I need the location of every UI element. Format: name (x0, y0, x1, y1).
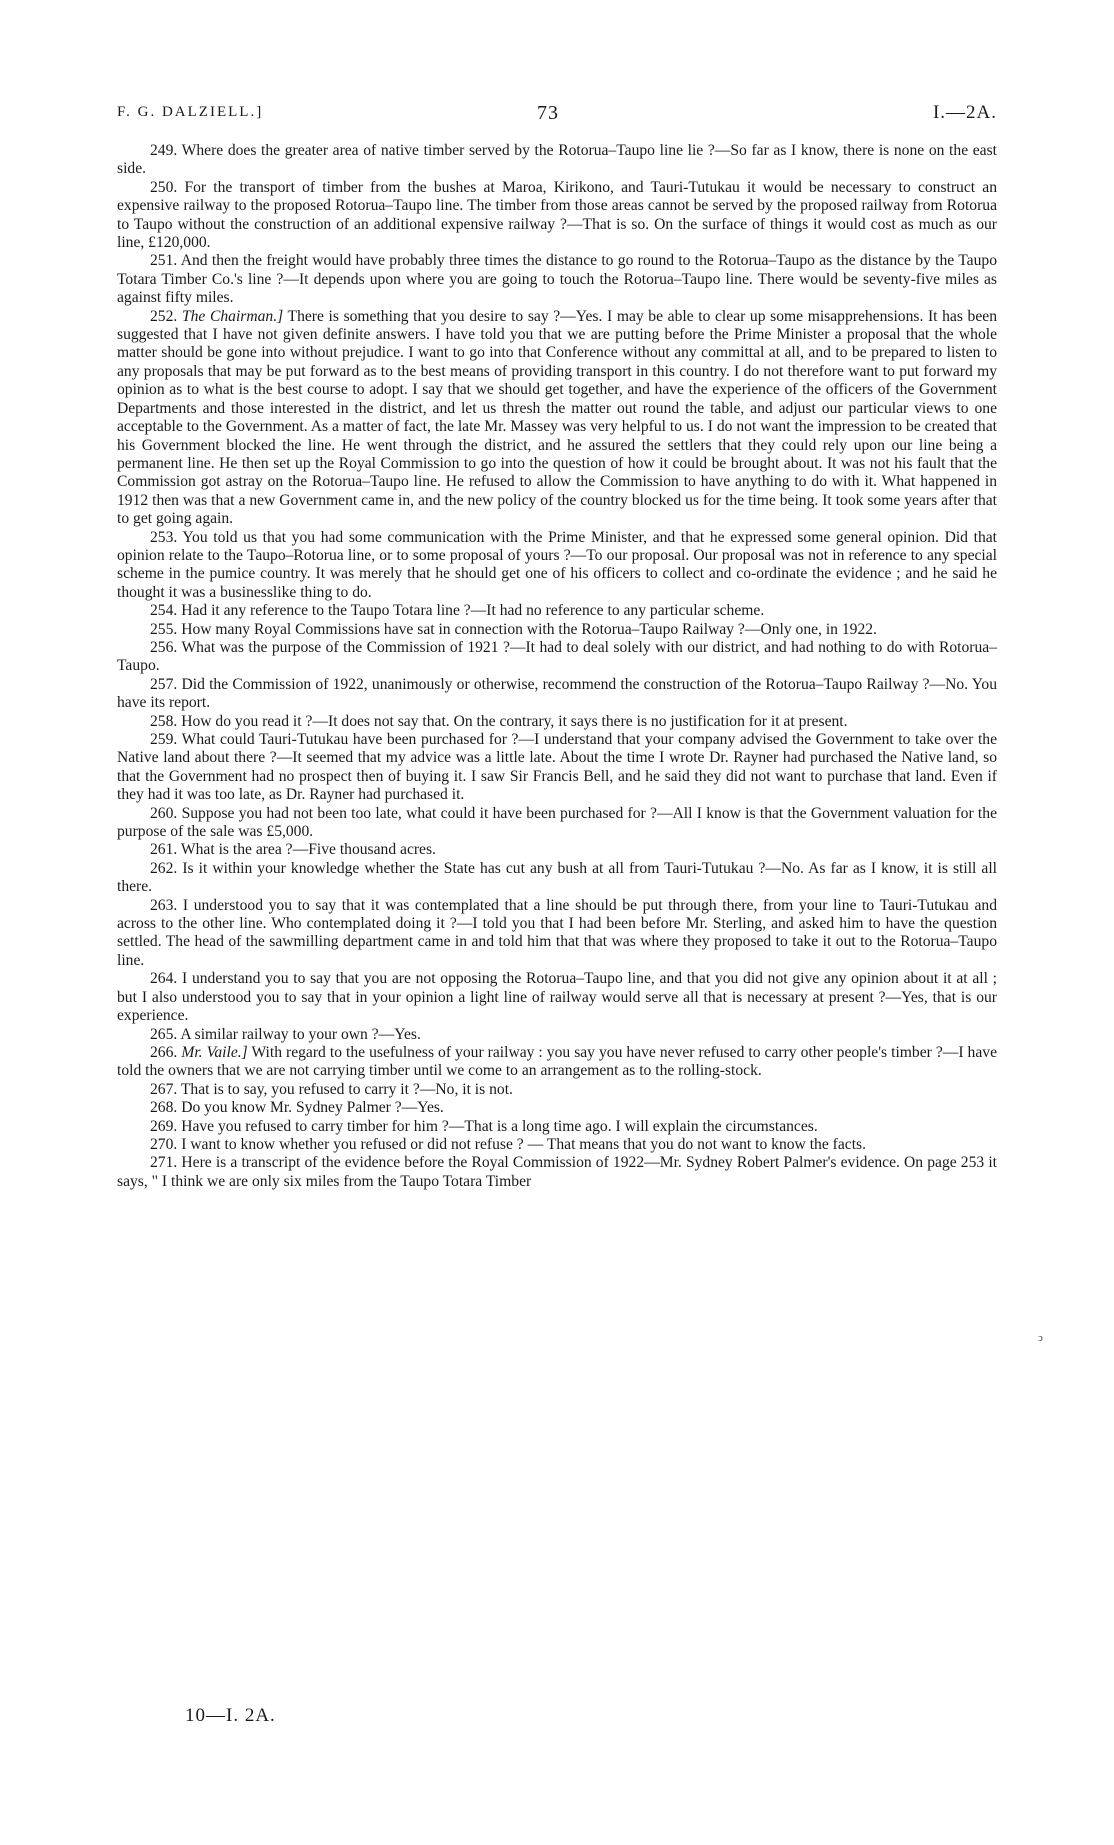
paragraph-254: 254. Had it any reference to the Taupo Totara line ?—It had no reference to any particular scheme. (150, 602, 765, 620)
paragraph-265: 265. A similar railway to your own ?—Yes. (150, 1025, 421, 1043)
paragraph-270: 270. I want to know whether you refused or did not refuse ? — That means that you do not want to know the facts. (150, 1135, 866, 1153)
paragraph-262: 262. Is it within your knowledge whether the State has cut any bush at all from Tauri-Tutukau ?—No. As far as I know, it is still all there. (117, 859, 997, 896)
paragraph-269: 269. Have you refused to carry timber for him ?—That is a long time ago. I will explain the circumstances. (150, 1117, 818, 1135)
paragraph-text: There is something that you desire to say ?—Yes. I may be able to clear up some misapprehensions. It has been suggested that I have not given definite answers. I have told you that we are putting before the Prime Minister a proposal that the whole matter should be gone into without prejudice. I want to go into that Conference without any committal at all, and to be prepared to listen to any proposals that may be put forward as to the best means of providing transport in this country. I do not therefore want to put forward my opinion as to what is the best course to adopt. I say that we should get together, and have the experience of the officers of the Government Departments and those interested in the district, and let us thresh the matter out round the table, and adjust our particular views to one acceptable to the Government. As a matter of fact, the late Mr. Massey was very helpful to us. I do not want the impression to be created that his Government blocked the line. He went through the district, and he assured the settlers that they could rely upon our line being a permanent line. He then set up the Royal Commission to go into the question of how it could be brought about. It was not his fault that the Commission got astray on the Rotorua–Taupo line. He refused to allow the Commission to have anything to do with it. What happened in 1912 then was that a new Government came in, and the new policy of the country blocked us for the time being. It took some years after that to get going again. (117, 307, 997, 528)
speaker-label: Mr. Vaile.] (181, 1043, 248, 1061)
speaker-label: The Chairman.] (181, 307, 284, 325)
paragraph-250: 250. For the transport of timber from the bushes at Maroa, Kirikono, and Tauri-Tutukau it would be necessary to construct an expensive railway to the proposed Rotorua–Taupo line. The timber from those areas cannot be served by the proposed railway from Rotorua to Taupo without the construction of an additional expensive railway ?—That is so. On the surface of things it would cost as much as our line, £120,000. (117, 178, 997, 252)
document-reference: I.—2A. (932, 102, 997, 123)
question-number: 266. (150, 1043, 178, 1061)
paragraph-259: 259. What could Tauri-Tutukau have been purchased for ?—I understand that your company advised the Government to take over the Native land about there ?—It seemed that my advice was a little late. About the time I wrote Dr. Rayner had purchased the Native land, so that the Government had no prospect then of buying it. I saw Sir Francis Bell, and he said they did not want to purchase that land. Even if they had it was too late, as Dr. Rayner had purchased it. (117, 731, 997, 804)
paragraph-252 (117, 308, 997, 529)
paragraph-268: 268. Do you know Mr. Sydney Palmer ?—Yes. (150, 1099, 444, 1117)
paragraph-258: 258. How do you read it ?—It does not say that. On the contrary, it says there is no justification for it at present. (150, 712, 848, 730)
paragraph-267: 267. That is to say, you refused to carry it ?—No, it is not. (150, 1080, 513, 1098)
paragraph-266 (117, 1044, 997, 1081)
paragraph-271: 271. Here is a transcript of the evidence before the Royal Commission of 1922—Mr. Sydney Robert Palmer's evidence. On page 253 it says, " I think we are only six miles from the Taupo Totara Timber (117, 1154, 997, 1190)
paragraph-260: 260. Suppose you had not been too late, what could it have been purchased for ?—All I know is that the Government valuation for the purpose of the sale was £5,000. (117, 804, 997, 841)
page-header (117, 104, 997, 128)
document-page (117, 104, 997, 1191)
paragraph-256: 256. What was the purpose of the Commission of 1921 ?—It had to deal solely with our district, and had nothing to do with Rotorua–Taupo. (117, 638, 997, 675)
body-text (117, 142, 997, 1191)
paragraph-253: 253. You told us that you had some communication with the Prime Minister, and that he expressed some general opinion. Did that opinion relate to the Taupo–Rotorua line, or to some proposal of yours ?—To our proposal. Our proposal was not in reference to any special scheme in the pumice country. It was merely that he should get one of his officers to collect and co-ordinate the evidence ; and he said he thought it was a businesslike thing to do. (117, 528, 997, 601)
paragraph-263: 263. I understood you to say that it was contemplated that a line should be put through there, from your line to Tauri-Tutukau and across to the other line. Who contemplated doing it ?—I told you that I had been before Mr. Sterling, and asked him to have the question settled. The head of the sawmilling department came in and told him that that was where they proposed to take it out to the Rotorua–Taupo line. (117, 896, 997, 969)
header-author: F. G. DALZIELL.] (117, 104, 264, 120)
paragraph-text: With regard to the usefulness of your railway : you say you have never refused to carry other people's timber ?—I have told the owners that we are not carrying timber until we come to an arrangement as to the rolling-stock. (117, 1043, 997, 1080)
paragraph-249: 249. Where does the greater area of native timber served by the Rotorua–Taupo line lie ?—So far as I know, there is none on the east side. (117, 142, 997, 178)
paragraph-251: 251. And then the freight would have probably three times the distance to go round to the Rotorua–Taupo as the distance by the Taupo Totara Timber Co.'s line ?—It depends upon where you are going to touch the Rotorua–Taupo line. There would be seventy-five miles as against fifty miles. (117, 252, 997, 307)
page-footer: 10—I. 2A. (185, 1705, 276, 1726)
question-number: 252. (150, 307, 178, 325)
paragraph-255: 255. How many Royal Commissions have sat in connection with the Rotorua–Taupo Railway ?—Only one, in 1922. (150, 620, 877, 638)
paragraph-257: 257. Did the Commission of 1922, unanimously or otherwise, recommend the construction of the Rotorua–Taupo Railway ?—No. You have its report. (117, 675, 997, 712)
page-number: 73 (537, 102, 559, 124)
margin-mark: ↄ (1038, 1332, 1043, 1344)
paragraph-264: 264. I understand you to say that you are not opposing the Rotorua–Taupo line, and that you did not give any opinion about it at all ; but I also understood you to say that in your opinion a light line of railway would serve all that is necessary at present ?—Yes, that is our experience. (117, 970, 997, 1025)
paragraph-261: 261. What is the area ?—Five thousand acres. (150, 841, 436, 859)
